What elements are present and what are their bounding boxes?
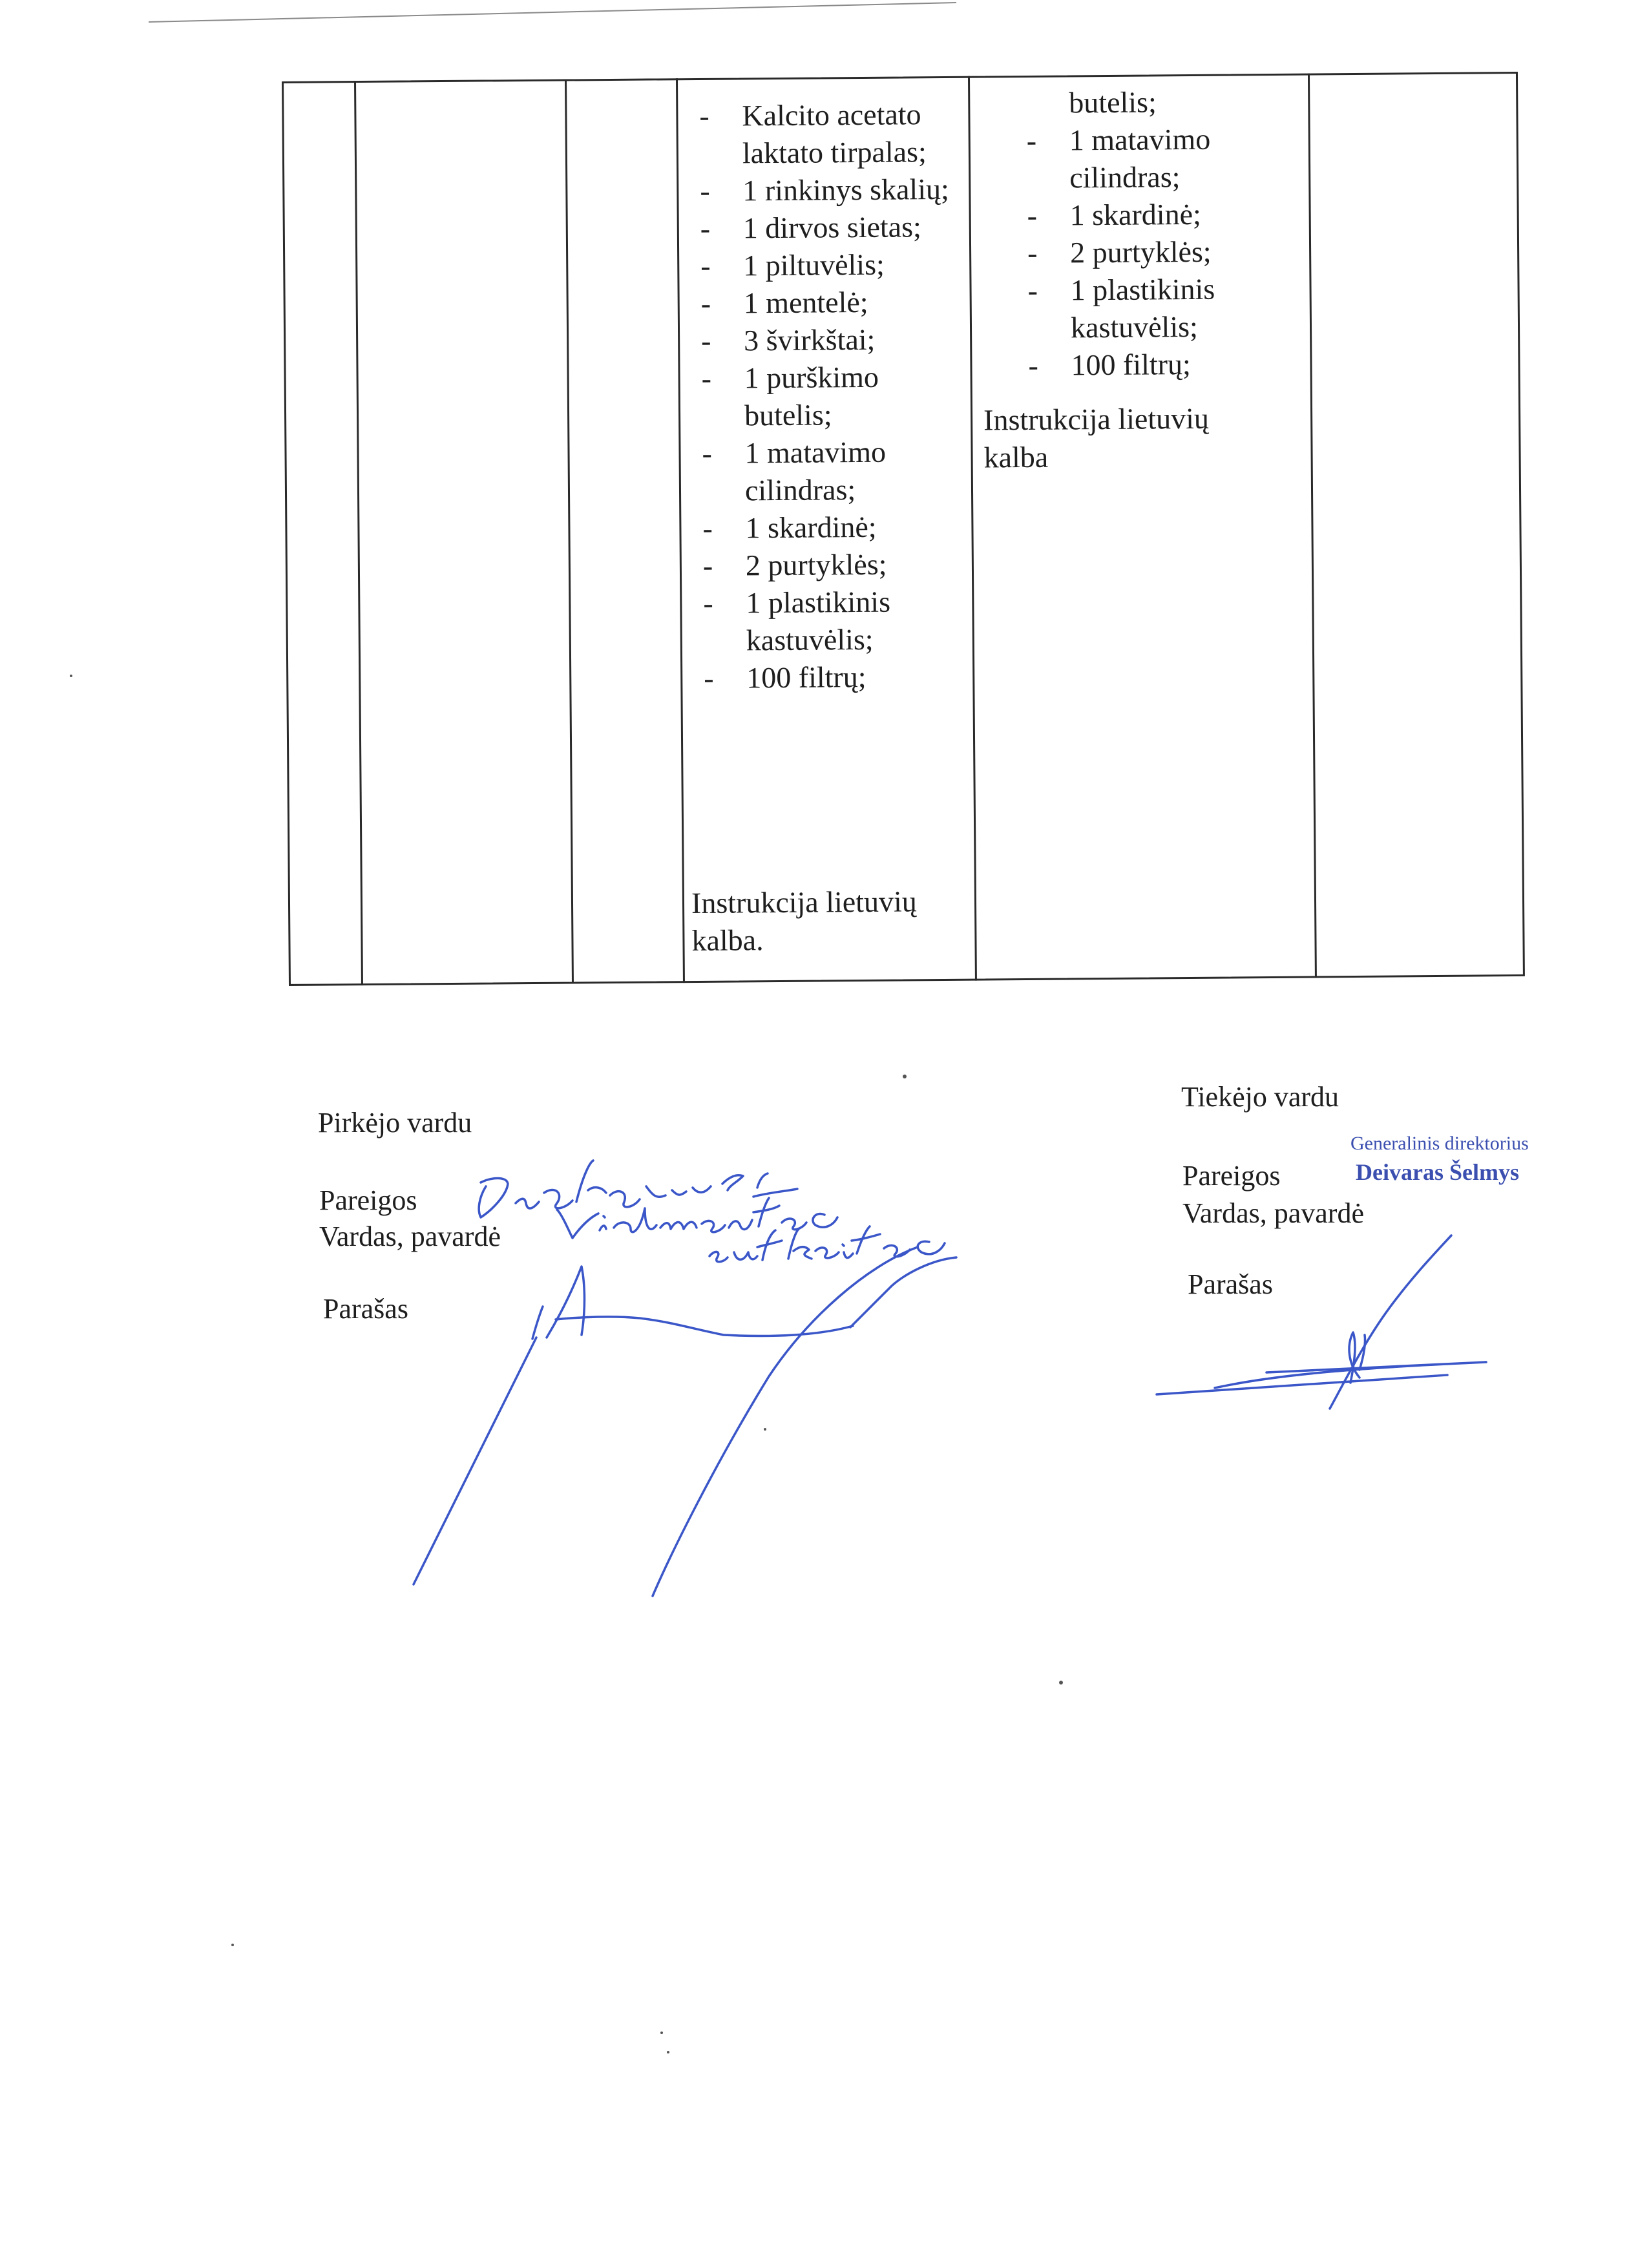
- buyer-name-label: Vardas, pavardė: [319, 1221, 501, 1252]
- list-item: - 1 purškimo butelis;: [687, 358, 959, 435]
- list-item: - 1 skardinė;: [1013, 195, 1297, 235]
- list-item: - 100 filtrų;: [1014, 345, 1298, 384]
- supplier-signature: [1157, 1235, 1486, 1409]
- list-item: - 1 mentelė;: [686, 283, 958, 322]
- buyer-duties-label: Pareigos: [319, 1184, 417, 1216]
- supplier-signature-label: Parašas: [1188, 1268, 1273, 1300]
- list-item: - 1 matavimo cilindras;: [1013, 120, 1297, 197]
- continued-text: butelis;: [1069, 85, 1157, 120]
- scan-speckles: [70, 675, 1063, 2053]
- supplier-duties-label: Pareigos: [1182, 1160, 1281, 1192]
- list-item: - 2 purtyklės;: [1013, 233, 1297, 272]
- list-item: - 100 filtrų;: [689, 658, 961, 697]
- handwritten-duties: [479, 1160, 797, 1217]
- handwritten-name: [557, 1198, 945, 1262]
- list-item: - 1 dirvos sietas;: [686, 208, 958, 247]
- buyer-signature-label: Parašas: [323, 1293, 408, 1325]
- list-item: - Kalcito acetato laktato tirpalas;: [685, 96, 957, 173]
- stamp-name: Deivaras Šelmys: [1356, 1159, 1519, 1185]
- list-item: - 1 plastikinis kastuvėlis;: [1013, 270, 1298, 347]
- buyer-signature: [414, 1247, 956, 1596]
- instruction-note: Instrukcija lietuvių kalba.: [691, 885, 917, 958]
- list-item: - 3 švirkštai;: [687, 320, 958, 360]
- list-item: - 1 rinkinys skalių;: [686, 171, 957, 210]
- list-item: - 1 matavimo cilindras;: [688, 433, 960, 510]
- stamp-title: Generalinis direktorius: [1350, 1133, 1529, 1154]
- list-item: - 1 skardinė;: [688, 508, 960, 547]
- supplier-name-label: Vardas, pavardė: [1182, 1197, 1364, 1229]
- list-item: - 2 purtyklės;: [689, 545, 960, 585]
- list-item: - 1 piltuvėlis;: [686, 246, 958, 285]
- list-item: - 1 plastikinis kastuvėlis;: [689, 583, 961, 660]
- instruction-note: Instrukcija lietuvių kalba: [983, 401, 1210, 474]
- buyer-heading: Pirkėjo vardu: [318, 1107, 472, 1139]
- supplier-heading: Tiekėjo vardu: [1181, 1081, 1339, 1113]
